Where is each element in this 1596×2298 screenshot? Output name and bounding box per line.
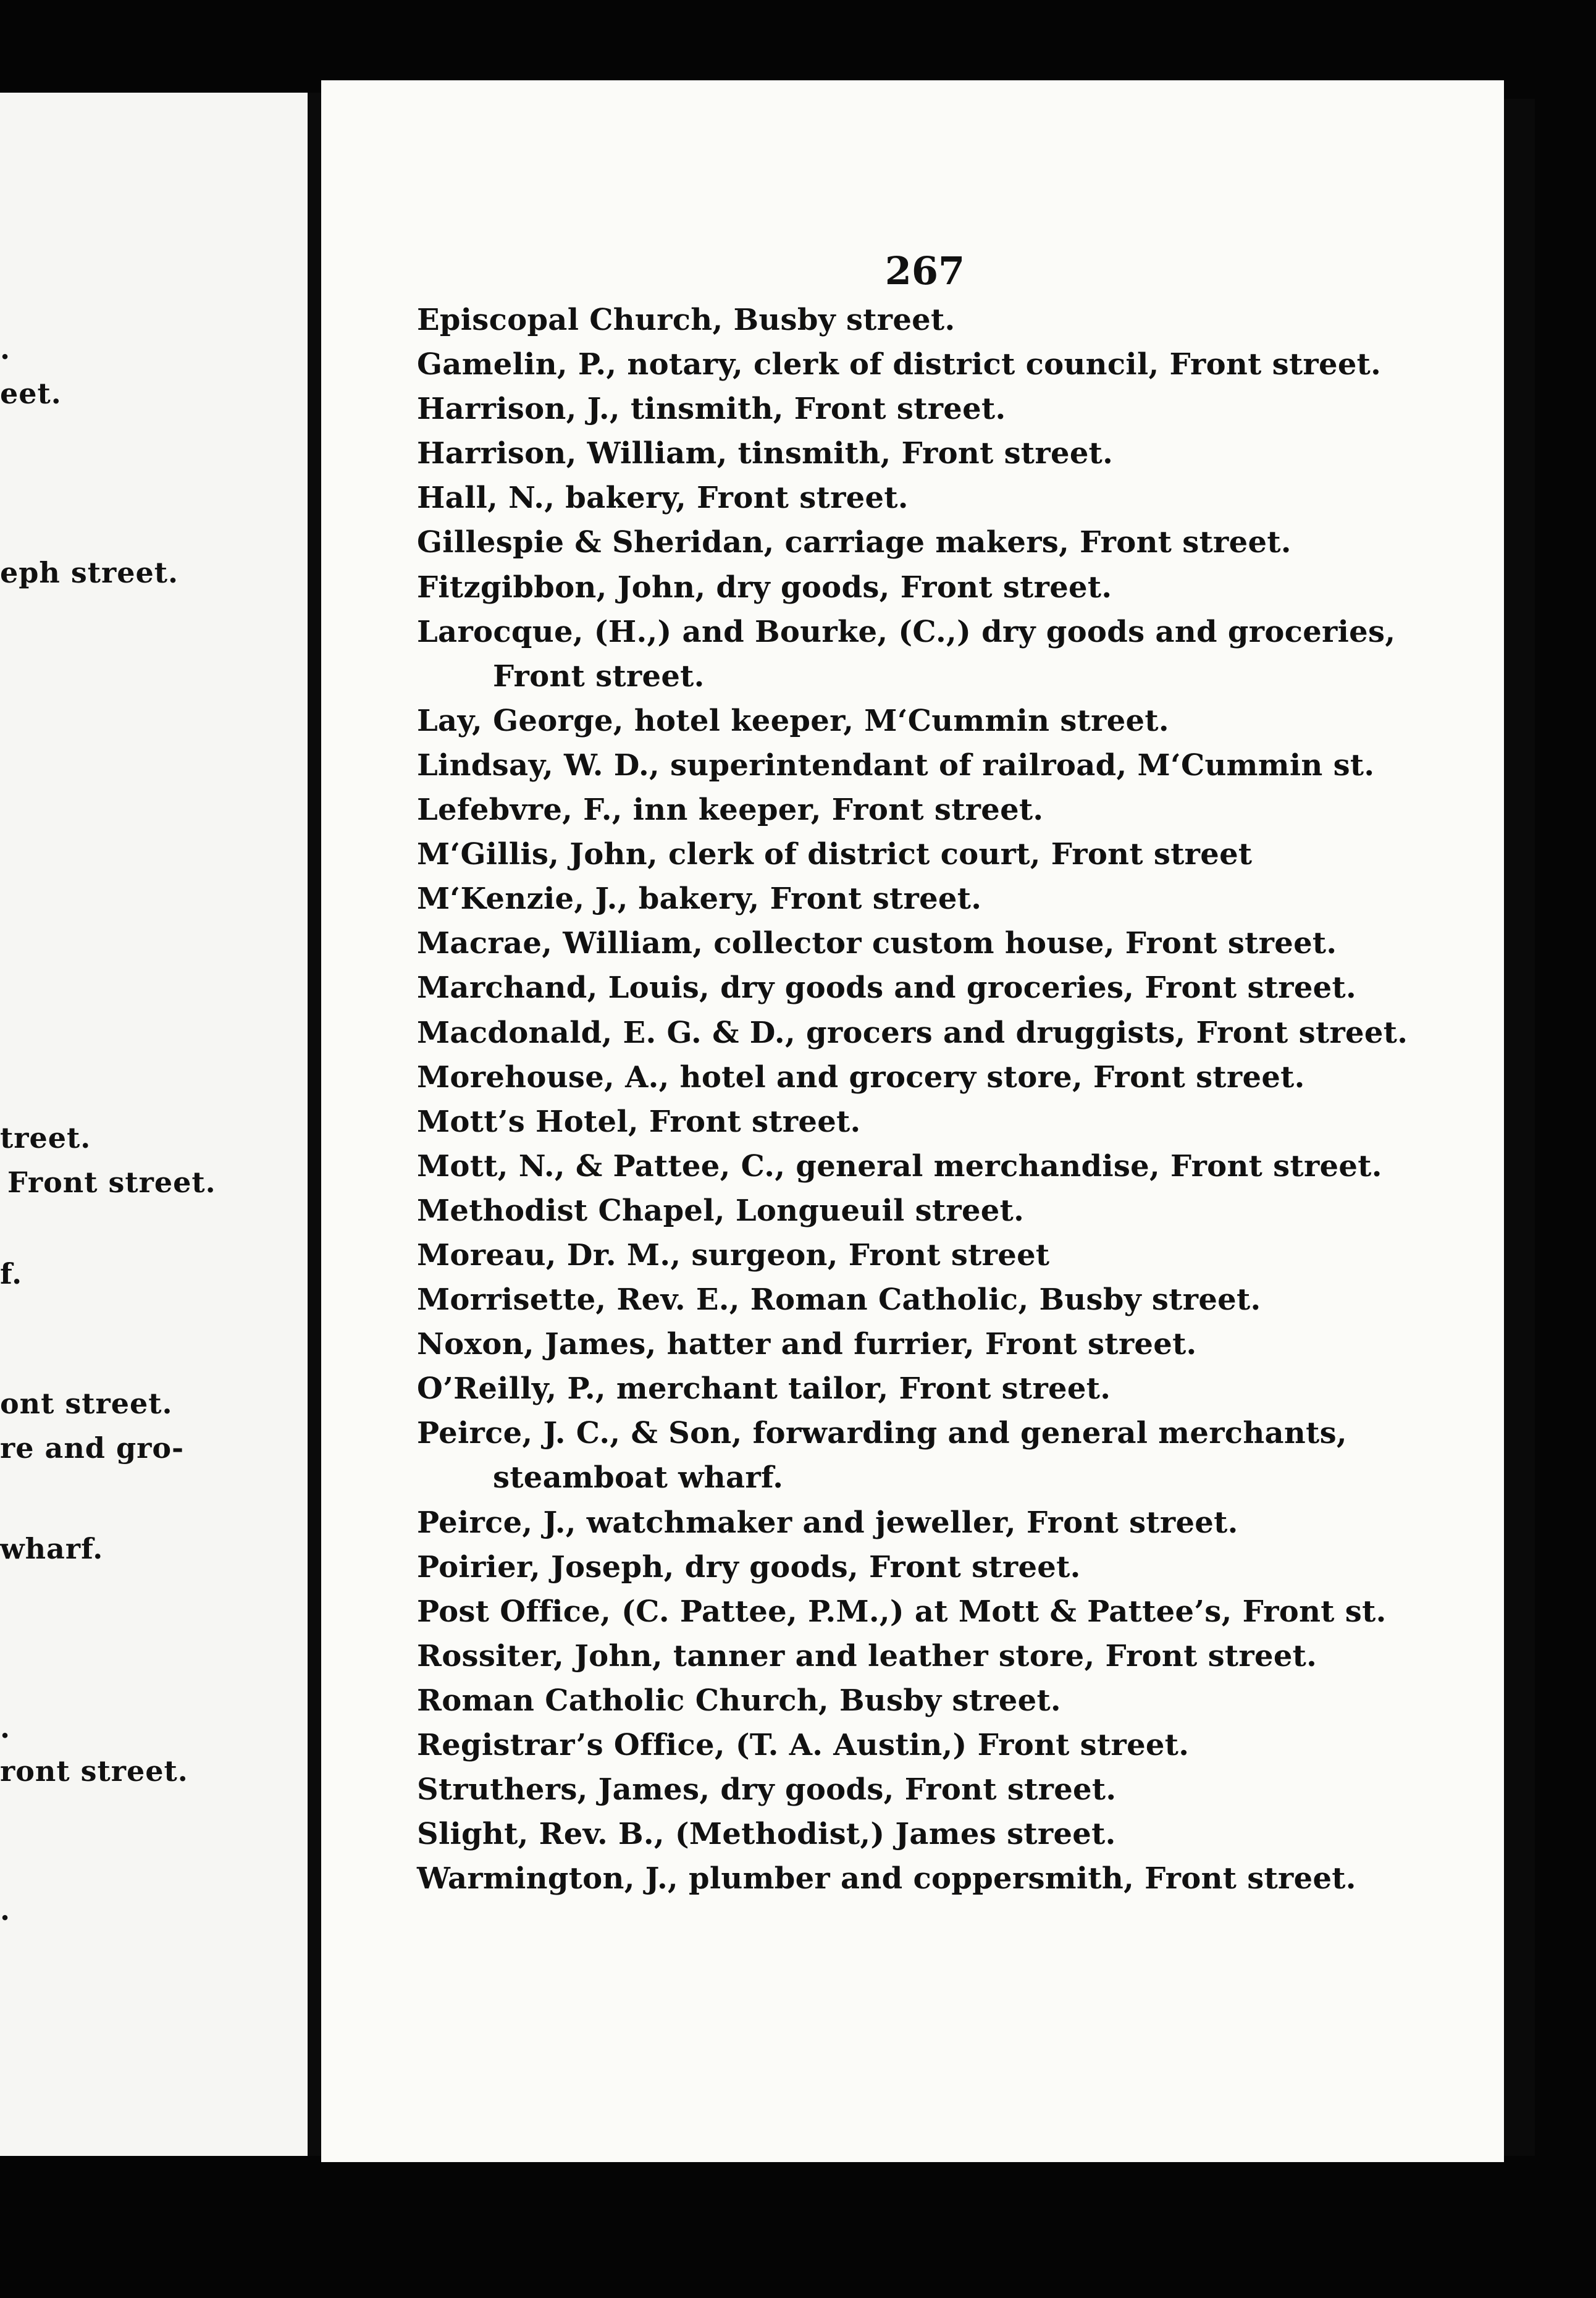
directory-entry: Harrison, William, tinsmith, Front street. [417, 436, 1114, 471]
directory-entry: Peirce, J., watchmaker and jeweller, Front street. [417, 1505, 1238, 1540]
directory-entry-continuation: Front street. [493, 659, 705, 694]
directory-entry: Rossiter, John, tanner and leather store, Front street. [417, 1638, 1317, 1673]
fragment-line: wharf. [0, 1532, 104, 1565]
directory-entry: Harrison, J., tinsmith, Front street. [417, 392, 1006, 427]
fragment-line: eph street. [0, 556, 179, 589]
directory-entry: Episcopal Church, Busby street. [417, 303, 956, 337]
directory-entry: Hall, N., bakery, Front street. [417, 481, 909, 516]
directory-entry: Struthers, James, dry goods, Front street. [417, 1772, 1117, 1808]
fragment-line: treet. [0, 1121, 91, 1155]
directory-entry: Noxon, James, hatter and furrier, Front street. [417, 1327, 1197, 1362]
directory-entries [417, 298, 1492, 1901]
page-edge-shadow [1504, 99, 1535, 2156]
directory-entry: Peirce, J. C., & Son, forwarding and general merchants, [417, 1416, 1347, 1451]
directory-entry: Morehouse, A., hotel and grocery store, Front street. [417, 1059, 1305, 1095]
directory-entry: Slight, Rev. B., (Methodist,) James street. [417, 1817, 1116, 1852]
book-gutter [308, 93, 321, 2156]
directory-entry: Macrae, William, collector custom house, Front street. [417, 926, 1337, 961]
directory-entry: Fitzgibbon, John, dry goods, Front street. [417, 570, 1112, 605]
directory-entry: Macdonald, E. G. & D., grocers and druggists, Front street. [417, 1015, 1408, 1050]
directory-entry: M‘Kenzie, J., bakery, Front street. [417, 882, 982, 917]
page-number: 267 [884, 248, 965, 293]
directory-entry: Methodist Chapel, Longueuil street. [417, 1193, 1025, 1228]
directory-entry: O’Reilly, P., merchant tailor, Front street. [417, 1371, 1111, 1407]
directory-entry: Marchand, Louis, dry goods and groceries, Front street. [417, 970, 1356, 1006]
directory-entry: Registrar’s Office, (T. A. Austin,) Front street. [417, 1728, 1190, 1762]
directory-entry: Poirier, Joseph, dry goods, Front street. [417, 1549, 1081, 1585]
directory-entry: Mott’s Hotel, Front street. [417, 1104, 861, 1139]
directory-entry-continuation: steamboat wharf. [493, 1460, 784, 1496]
fragment-line: ont street. [0, 1387, 173, 1420]
directory-entry: Gamelin, P., notary, clerk of district council, Front street. [417, 347, 1382, 382]
fragment-line: f. [0, 1257, 23, 1290]
directory-entry: Morrisette, Rev. E., Roman Catholic, Busby street. [417, 1282, 1261, 1318]
directory-page [321, 80, 1504, 2162]
directory-entry: Post Office, (C. Pattee, P.M.,) at Mott & Pattee’s, Front st. [417, 1594, 1387, 1629]
directory-entry: Larocque, (H.,) and Bourke, (C.,) dry goods and groceries, [417, 614, 1396, 649]
directory-entry: Gillespie & Sheridan, carriage makers, Front street. [417, 525, 1292, 560]
fragment-line: . [0, 332, 11, 366]
directory-entry: Lindsay, W. D., superintendant of railroad, M‘Cummin st. [417, 747, 1375, 783]
directory-entry: Warmington, J., plumber and coppersmith, Front street. [417, 1861, 1356, 1896]
fragment-line: Front street. [7, 1166, 216, 1199]
directory-entry: Roman Catholic Church, Busby street. [417, 1683, 1061, 1718]
fragment-line: re and gro- [0, 1431, 185, 1465]
fragment-line: eet. [0, 377, 62, 410]
directory-entry: Lefebvre, F., inn keeper, Front street. [417, 793, 1044, 828]
directory-entry: Mott, N., & Pattee, C., general merchandise, Front street. [417, 1148, 1382, 1184]
fragment-line: . [0, 1711, 11, 1745]
fragment-line: . [0, 1893, 11, 1927]
directory-entry: Lay, George, hotel keeper, M‘Cummin street. [417, 703, 1169, 738]
directory-entry: M‘Gillis, John, clerk of district court, Front street [417, 837, 1253, 872]
fragment-line: ront street. [0, 1754, 188, 1788]
previous-page-fragment [0, 93, 308, 2156]
directory-entry: Moreau, Dr. M., surgeon, Front street [417, 1237, 1050, 1273]
